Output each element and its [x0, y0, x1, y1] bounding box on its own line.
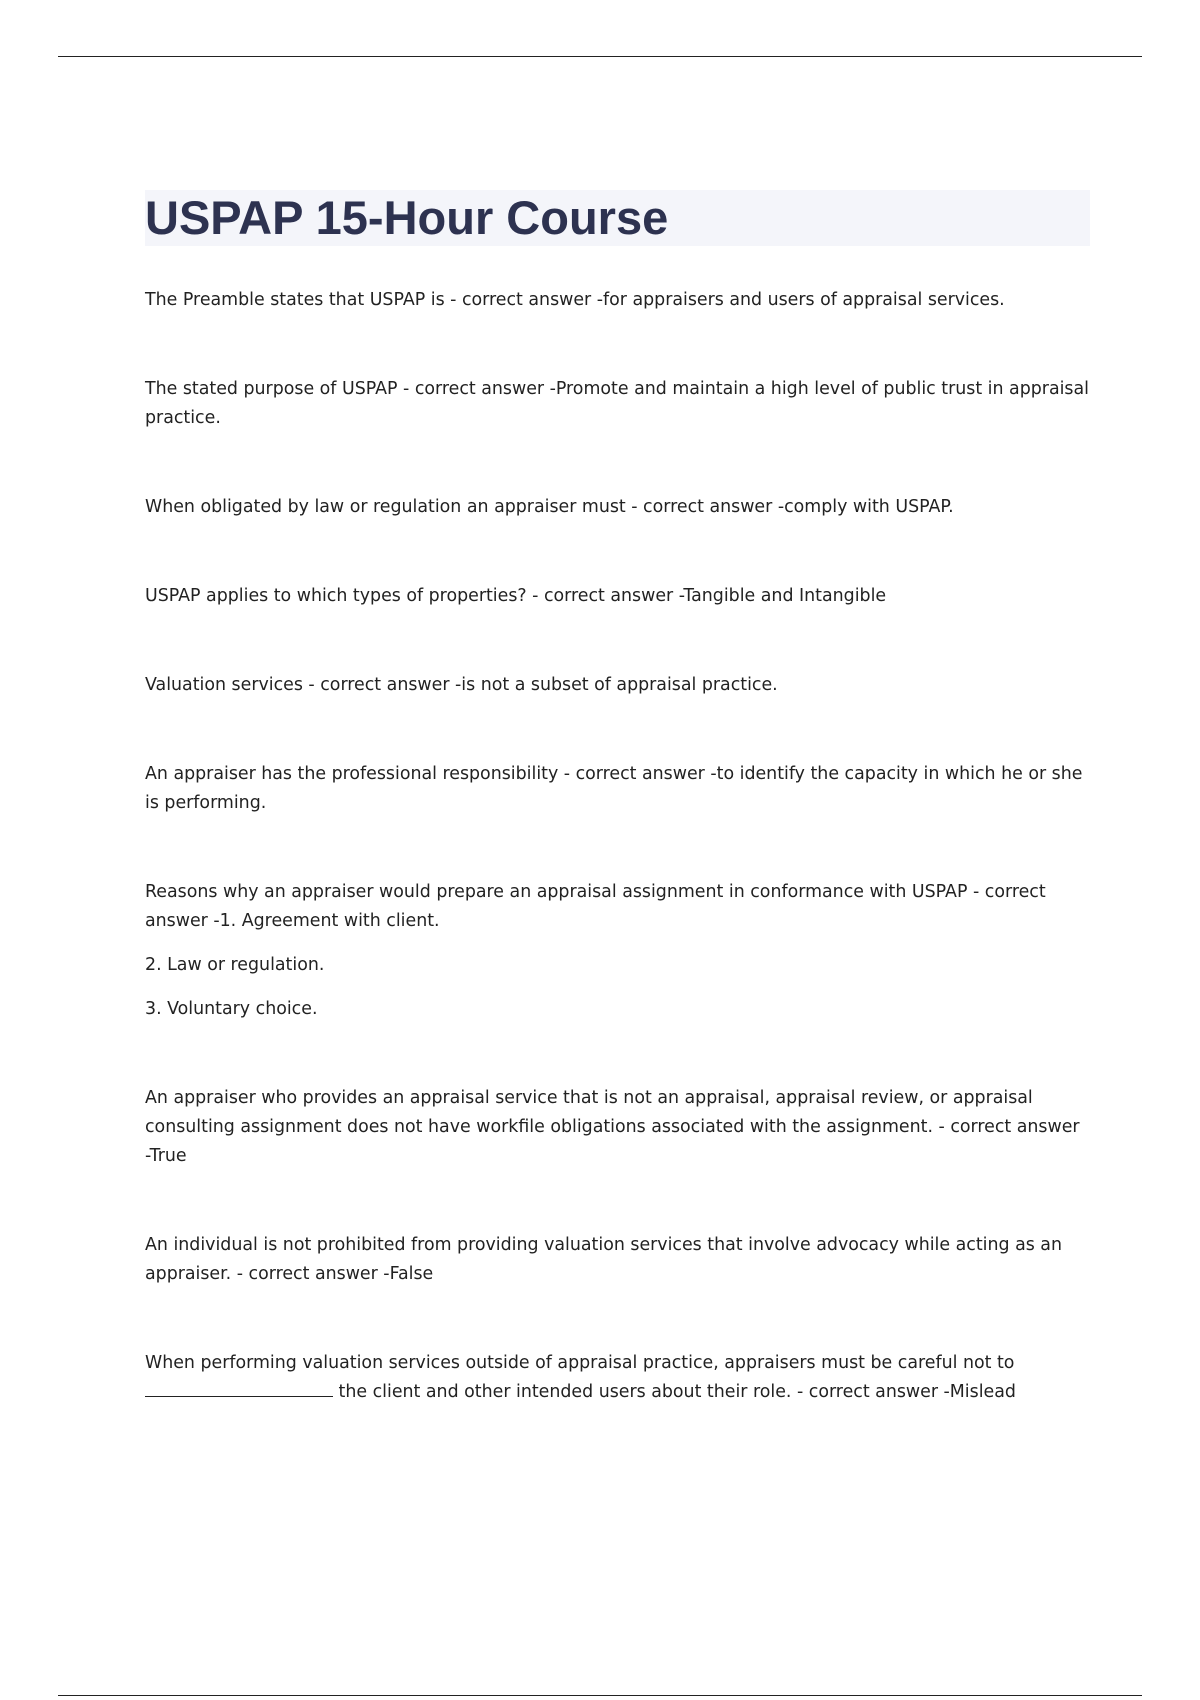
qa-text: The Preamble states that USPAP is - correct answer -for appraisers and users of appraisal services. [145, 290, 1005, 310]
qa-item [145, 375, 1090, 433]
qa-item [145, 1231, 1090, 1289]
qa-item [145, 671, 1090, 700]
qa-text: An individual is not prohibited from providing valuation services that involve advocacy while acting as an appraiser. - correct answer -False [145, 1235, 1062, 1284]
qa-item [145, 878, 1090, 1024]
qa-item [145, 1084, 1090, 1171]
qa-item [145, 1349, 1090, 1407]
qa-text: An appraiser who provides an appraisal service that is not an appraisal, appraisal review, or appraisal consulting assignment does not have workfile obligations associated with the assignment. - correct answer -True [145, 1088, 1080, 1166]
qa-text-before-blank: When performing valuation services outside of appraisal practice, appraisers must be careful not to [145, 1353, 1015, 1373]
qa-item [145, 760, 1090, 818]
qa-text: Valuation services - correct answer -is not a subset of appraisal practice. [145, 675, 778, 695]
qa-list-line: 2. Law or regulation. [145, 955, 325, 975]
qa-text [145, 1349, 1090, 1407]
bottom-rule [58, 1695, 1142, 1696]
document-body [145, 190, 1090, 1467]
document-title: USPAP 15-Hour Course [145, 191, 669, 244]
title-band [145, 190, 1090, 246]
qa-text: When obligated by law or regulation an appraiser must - correct answer -comply with USPAP. [145, 497, 954, 517]
qa-text: The stated purpose of USPAP - correct answer -Promote and maintain a high level of public trust in appraisal practice. [145, 379, 1089, 428]
qa-text-after-blank: the client and other intended users about their role. - correct answer -Mislead [333, 1382, 1016, 1402]
qa-item [145, 493, 1090, 522]
qa-list-line: 3. Voluntary choice. [145, 999, 318, 1019]
qa-item [145, 286, 1090, 315]
fill-in-blank-line [145, 1378, 333, 1397]
qa-item [145, 582, 1090, 611]
qa-text: An appraiser has the professional responsibility - correct answer -to identify the capacity in which he or she is performing. [145, 764, 1083, 813]
top-rule [58, 56, 1142, 57]
qa-text: USPAP applies to which types of properties? - correct answer -Tangible and Intangible [145, 586, 887, 606]
qa-text: Reasons why an appraiser would prepare an appraisal assignment in conformance with USPAP - correct answer -1. Agreement with client. [145, 882, 1046, 931]
